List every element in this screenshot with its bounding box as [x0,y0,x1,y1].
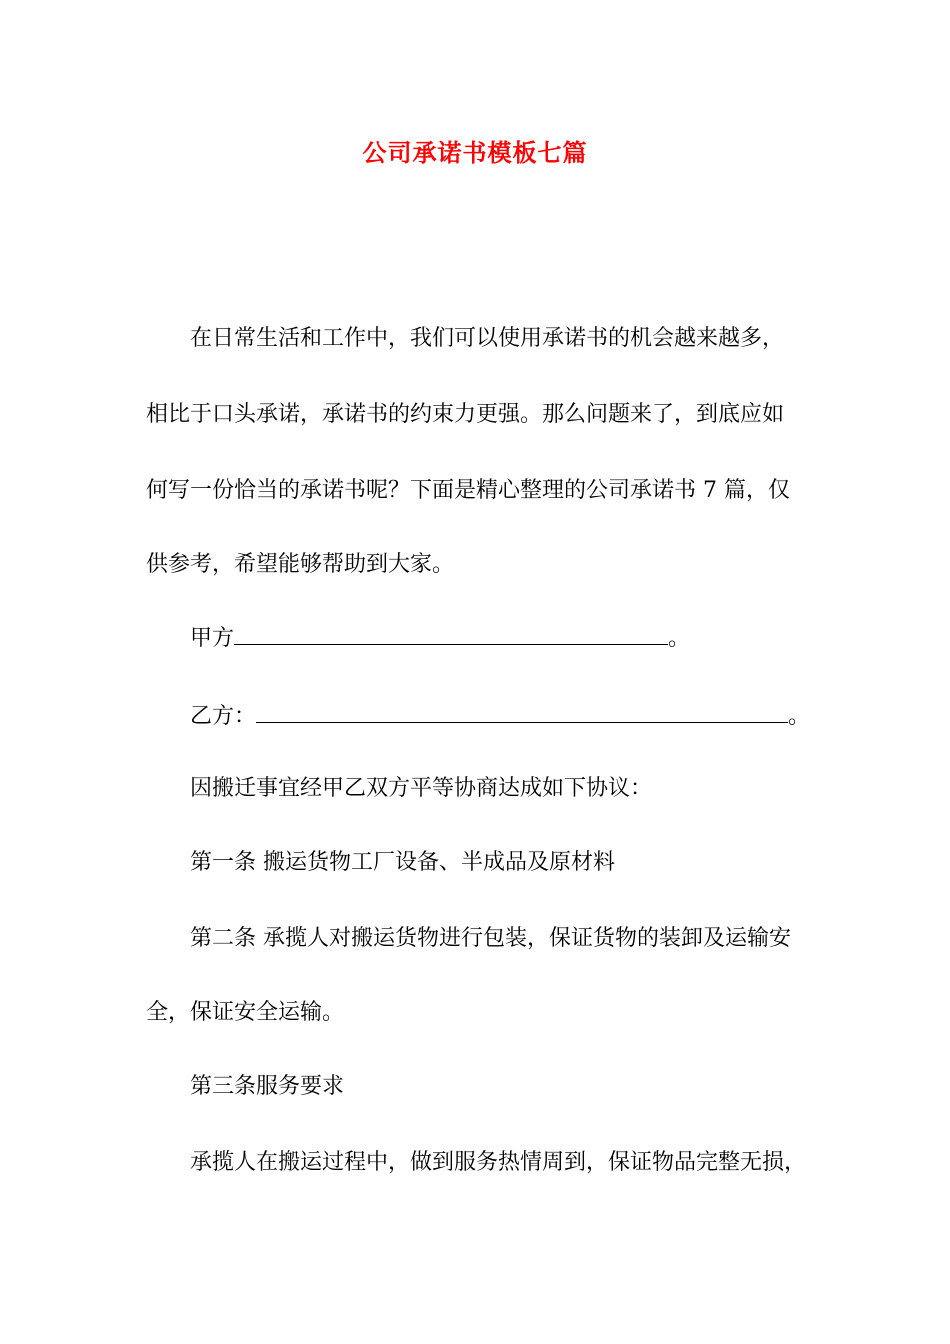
party-b-end: 。 [788,704,811,729]
intro-line-2: 相比于口头承诺，承诺书的约束力更强。那么问题来了，到底应如 [146,402,785,427]
intro-line-4: 供参考，希望能够帮助到大家。 [146,552,455,577]
article-2-line-1: 第二条 承揽人对搬运货物进行包装，保证货物的装卸及运输安 [190,926,791,951]
party-b-blank [256,702,788,723]
party-a-end: 。 [668,626,691,651]
intro-line-3: 何写一份恰当的承诺书呢？下面是精心整理的公司承诺书 7 篇，仅 [146,478,790,503]
document-title: 公司承诺书模板七篇 [362,138,588,167]
party-b-label: 乙方： [190,704,257,729]
article-1: 第一条 搬运货物工厂设备、半成品及原材料 [190,850,615,875]
party-b-line [190,702,810,732]
agreement-intro: 因搬迁事宜经甲乙双方平等协商达成如下协议： [190,776,653,801]
party-a-line [190,624,690,654]
party-a-label: 甲方 [190,626,235,651]
article-2-line-2: 全，保证安全运输。 [146,1000,345,1025]
party-a-blank [234,624,668,645]
intro-line-1: 在日常生活和工作中，我们可以使用承诺书的机会越来越多， [190,326,785,351]
article-3-text: 承揽人在搬运过程中，做到服务热情周到，保证物品完整无损， [190,1150,807,1175]
article-3-heading: 第三条服务要求 [190,1074,345,1099]
